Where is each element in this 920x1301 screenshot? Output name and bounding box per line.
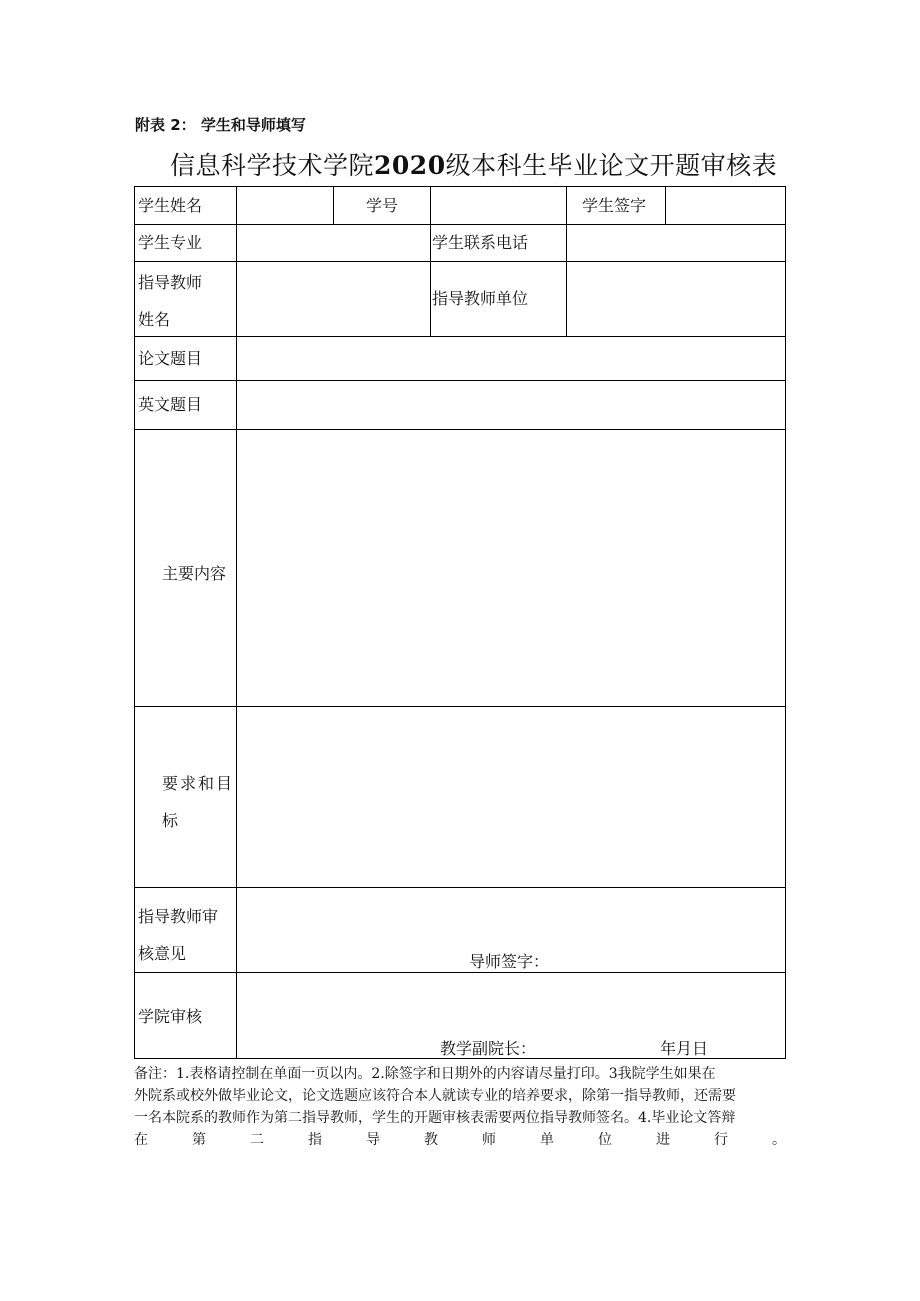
student-id-label: 学号 (366, 196, 399, 215)
vice-dean-label: 教学副院长： (440, 1039, 537, 1058)
footer-note-char: 。 (772, 1132, 786, 1148)
english-title-label: 英文题目 (138, 395, 203, 414)
advisor-unit-field[interactable] (567, 261, 785, 336)
footer-note-char: 行 (714, 1132, 728, 1148)
college-review-label: 学院审核 (138, 1007, 203, 1026)
footer-note (134, 1063, 786, 1151)
student-major-field[interactable] (237, 224, 430, 261)
thesis-title-label: 论文题目 (138, 349, 203, 368)
advisor-review-label-line1: 指导教师审 (138, 907, 219, 926)
requirements-goals-label-line1: 要求和目 (162, 774, 235, 793)
student-signature-field[interactable] (666, 187, 785, 224)
footer-note-char: 教 (424, 1132, 438, 1148)
footer-note-char: 师 (482, 1132, 496, 1148)
student-name-label: 学生姓名 (138, 196, 203, 215)
student-name-field[interactable] (237, 187, 333, 224)
appendix-label: 附表 2： 学生和导师填写 (135, 116, 306, 134)
student-signature-label: 学生签字 (582, 196, 647, 215)
main-content-label: 主要内容 (162, 564, 227, 583)
footer-note-char: 二 (250, 1132, 264, 1148)
requirements-goals-field[interactable] (237, 706, 785, 887)
advisor-unit-label: 指导教师单位 (432, 289, 529, 308)
advisor-name-field[interactable] (237, 261, 430, 336)
footer-note-char: 导 (366, 1132, 380, 1148)
footer-note-char: 位 (598, 1132, 612, 1148)
requirements-goals-label (162, 765, 234, 839)
page-title (170, 146, 777, 182)
footer-note-line: 外院系或校外做毕业论文，论文选题应该符合本人就读专业的培养要求，除第一指导教师，还需要 (134, 1088, 736, 1104)
date-label: 年月日 (660, 1039, 709, 1058)
student-phone-label: 学生联系电话 (432, 233, 529, 252)
student-major-label: 学生专业 (138, 233, 203, 252)
advisor-review-label (138, 898, 218, 972)
english-title-field[interactable] (237, 380, 785, 429)
footer-note-char: 单 (540, 1132, 554, 1148)
footer-note-char: 第 (192, 1132, 206, 1148)
main-content-field[interactable] (237, 429, 785, 706)
title-suffix: 级本科生毕业论文开题审核表 (445, 151, 778, 180)
advisor-name-label (138, 264, 202, 338)
student-phone-field[interactable] (567, 224, 785, 261)
title-year: 2020 (374, 151, 446, 180)
thesis-title-field[interactable] (237, 336, 785, 380)
advisor-signature-label: 导师签字： (469, 952, 550, 971)
footer-note-char: 在 (134, 1132, 148, 1148)
footer-note-line: 备注：1.表格请控制在单面一页以内。2.除签字和日期外的内容请尽量打印。3我院学生如果在 (134, 1066, 716, 1082)
footer-note-char: 指 (308, 1132, 322, 1148)
footer-note-char: 进 (656, 1132, 670, 1148)
footer-note-last-line (134, 1129, 786, 1151)
footer-note-line: 一名本院系的教师作为第二指导教师，学生的开题审核表需要两位指导教师签名。4.毕业论文答辩 (134, 1110, 736, 1126)
advisor-name-label-line1: 指导教师 (138, 273, 203, 292)
requirements-goals-label-line2: 标 (162, 811, 181, 830)
review-form-table (134, 186, 786, 1059)
student-id-field[interactable] (431, 187, 566, 224)
advisor-review-label-line2: 核意见 (138, 944, 187, 963)
title-prefix: 信息科学技术学院 (170, 151, 375, 180)
advisor-name-label-line2: 姓名 (138, 310, 171, 329)
